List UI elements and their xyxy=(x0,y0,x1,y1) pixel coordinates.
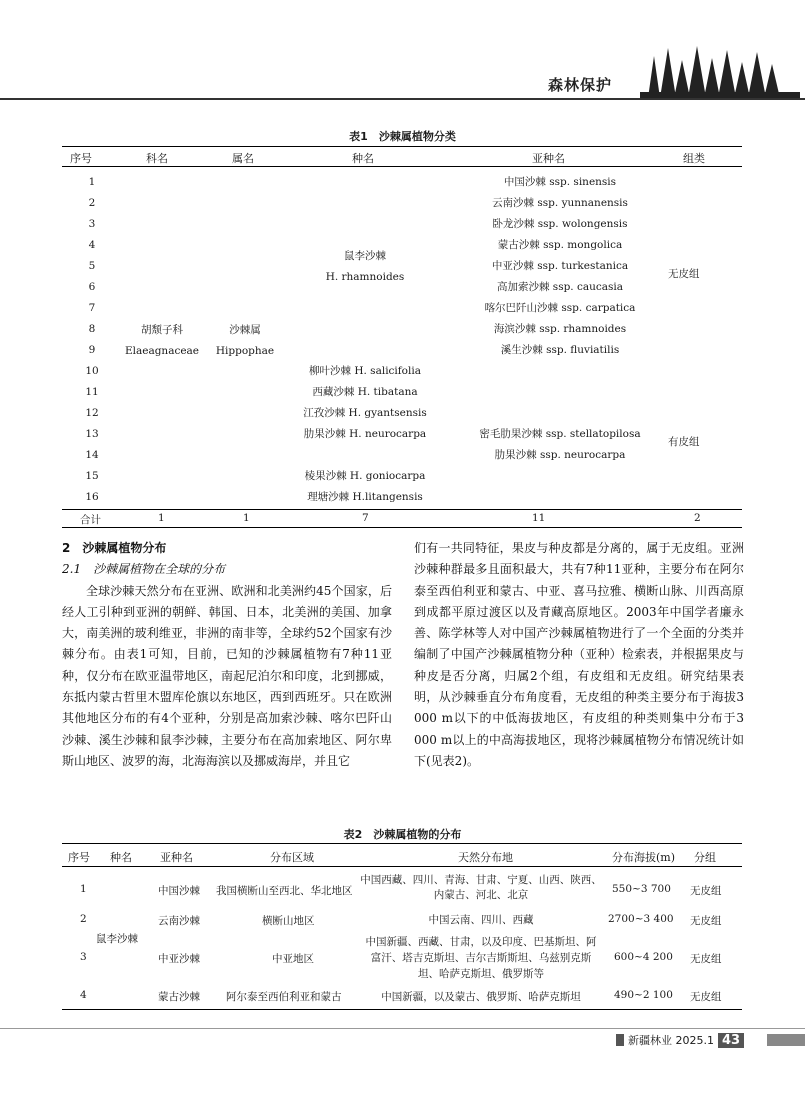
t1-total-species: 7 xyxy=(362,512,369,524)
t2-altitude: 2700~3 400 xyxy=(608,913,674,925)
t2-region: 我国横断山至西北、华北地区 xyxy=(216,885,353,897)
t2-no: 2 xyxy=(80,913,87,925)
t2-h-no: 序号 xyxy=(68,851,90,864)
tree-silhouette-logo xyxy=(640,42,800,102)
t1-group-nopeel: 无皮组 xyxy=(668,268,700,280)
t1-no: 1 xyxy=(88,176,96,188)
t2-group: 无皮组 xyxy=(690,953,722,965)
t2-subspecies: 云南沙棘 xyxy=(158,915,200,927)
t1-no: 2 xyxy=(88,197,96,209)
t1-species: 理塘沙棘 H.litangensis xyxy=(307,491,423,503)
t1-species: 肋果沙棘 H. neurocarpa xyxy=(303,428,427,440)
t1-species-col xyxy=(280,361,450,508)
t2-h-group: 分组 xyxy=(694,851,716,864)
t1-total-group: 2 xyxy=(694,512,701,524)
t2-natural-line: 中国新疆，以及蒙古、俄罗斯、哈萨克斯坦 xyxy=(381,991,581,1003)
t1-subspecies: 海滨沙棘 ssp. rhamnoides xyxy=(493,323,627,335)
text-column-left xyxy=(62,538,392,772)
t2-no: 4 xyxy=(80,989,87,1001)
t1-species: 西藏沙棘 H. tibatana xyxy=(312,386,418,398)
t1-genus-cn: 沙棘属 xyxy=(229,324,261,336)
table2-caption: 表2 沙棘属植物的分布 xyxy=(343,828,462,841)
journal-info: 新疆林业 2025.1 xyxy=(628,1034,714,1047)
t1-h-genus: 属名 xyxy=(232,152,254,165)
paragraph: 们有一共同特征，果皮与种皮都是分离的，属于无皮组。亚洲沙棘种群最多且面积最大，共有7种11亚种，主要分布在阿尔泰至西伯利亚和蒙古、中亚、喜马拉雅、横断山脉、川西高原到成都平原过渡区以及青藏高原地区。2003年中国学者廉永善、陈学林等人对中国产沙棘属植物进行了一个全面的分类并编制了中国产沙棘属植物分种（亚种）检索表，并根据果皮与种皮是否分离，归属2个组，有皮组和无皮组。研究结果表明，从沙棘垂直分布角度看，无皮组的种类主要分布于海拔3 000 m以下的中低海拔地区，有皮组的种类则集中分布于3 000 m以上的中高海拔地区，现将沙棘属植物分布情况统计如下(见表2)。 xyxy=(414,541,744,768)
t1-no: 16 xyxy=(85,491,99,503)
t1-family-cn: 胡颓子科 xyxy=(141,324,183,336)
t2-h-region: 分布区域 xyxy=(270,851,314,864)
t1-subspecies: 云南沙棘 ssp. yunnanensis xyxy=(492,197,628,209)
t1-no: 15 xyxy=(85,470,99,482)
t1-total-genus: 1 xyxy=(243,512,250,524)
t1-genus-latin: Hippophae xyxy=(215,345,275,357)
table1-total-rule xyxy=(62,509,742,510)
t2-altitude: 550~3 700 xyxy=(612,883,671,895)
t1-subspecies: 卧龙沙棘 ssp. wolongensis xyxy=(492,218,628,230)
t2-h-species: 种名 xyxy=(110,851,132,864)
t2-altitude: 600~4 200 xyxy=(614,951,673,963)
t2-natural-line: 富汗、塔吉克斯坦、吉尔吉斯斯坦、乌兹别克斯 xyxy=(370,952,592,964)
t2-h-natural: 天然分布地 xyxy=(458,851,513,864)
t2-group: 无皮组 xyxy=(690,885,722,897)
section-title: 森林保护 xyxy=(548,76,613,94)
t2-region: 阿尔泰至西伯利亚和蒙古 xyxy=(226,991,342,1003)
t1-subspecies: 密毛肋果沙棘 ssp. stellatopilosa xyxy=(479,428,641,440)
t1-subspecies: 中亚沙棘 ssp. turkestanica xyxy=(491,260,629,272)
t1-no: 7 xyxy=(88,302,96,314)
t2-natural xyxy=(356,989,606,1004)
t2-natural-line: 坦、哈萨克斯坦、俄罗斯等 xyxy=(418,968,544,980)
t1-no: 14 xyxy=(85,449,99,461)
t1-no: 3 xyxy=(88,218,96,230)
t2-natural xyxy=(356,873,606,903)
t1-species xyxy=(280,445,450,466)
t1-family xyxy=(122,320,202,362)
table1-number-col xyxy=(62,172,122,508)
t2-natural xyxy=(356,934,606,982)
t2-no: 1 xyxy=(80,883,87,895)
table2-head-rule xyxy=(62,866,742,867)
t1-group-peel: 有皮组 xyxy=(668,436,700,448)
footer-rule xyxy=(0,1028,805,1029)
t2-subspecies: 蒙古沙棘 xyxy=(158,991,200,1003)
footer-square-icon xyxy=(616,1034,624,1046)
t1-h-species: 种名 xyxy=(352,152,374,165)
t1-subspecies: 蒙古沙棘 ssp. mongolica xyxy=(497,239,623,251)
t2-natural-line: 中国新疆、西藏、甘肃，以及印度、巴基斯坦、阿 xyxy=(365,936,597,948)
t1-subspecies-neuro xyxy=(460,424,660,466)
t1-species-cn: 鼠李沙棘 xyxy=(344,250,386,262)
t2-natural-line: 内蒙古、河北、北京 xyxy=(433,889,529,901)
table1-head-rule xyxy=(62,166,742,167)
t2-subspecies: 中国沙棘 xyxy=(158,885,200,897)
t2-natural-line: 中国西藏、四川、青海、甘肃、宁夏、山西、陕西、 xyxy=(360,874,602,886)
paragraph: 全球沙棘天然分布在亚洲、欧洲和北美洲约45个国家，后经人工引种到亚洲的朝鲜、韩国、日本，北美洲的美国、加拿大，南美洲的玻利维亚，非洲的南非等，全球约52个国家有沙棘分布。由表1可知，目前，已知的沙棘属植物有7种11亚种，仅分布在欧亚温带地区，南起尼泊尔和印度，北到挪威，东抵内蒙古哲里木盟库伦旗以东地区，西到西班牙。只在欧洲其他地区分布的有4个亚种，分别是高加索沙棘、喀尔巴阡山沙棘、溪生沙棘和鼠李沙棘，主要分布在高加索地区、阿尔卑斯山地区、波罗的海，北海海滨以及挪威海岸，并且它 xyxy=(62,583,392,768)
t1-no: 13 xyxy=(85,428,99,440)
t1-no: 5 xyxy=(88,260,96,272)
t2-h-subspecies: 亚种名 xyxy=(160,851,193,864)
t1-genus xyxy=(205,320,285,362)
t1-subspecies: 溪生沙棘 ssp. fluviatilis xyxy=(500,344,620,356)
section-heading: 2 沙棘属植物分布 xyxy=(62,541,167,555)
t1-species-latin: H. rhamnoides xyxy=(325,271,405,283)
t2-no: 3 xyxy=(80,951,87,963)
t2-region: 横断山地区 xyxy=(262,915,315,927)
t1-species: 柳叶沙棘 H. salicifolia xyxy=(309,365,421,377)
text-column-right xyxy=(414,538,744,772)
page-number: 43 xyxy=(718,1033,744,1048)
t1-total-label: 合计 xyxy=(80,514,101,526)
t1-subspecies: 肋果沙棘 ssp. neurocarpa xyxy=(494,449,626,461)
t1-no: 11 xyxy=(85,386,99,398)
subsection-heading: 2.1 沙棘属植物在全球的分布 xyxy=(62,562,226,577)
table1-bottom-rule xyxy=(62,527,742,528)
table1-top-rule xyxy=(62,146,742,147)
header-rule xyxy=(0,98,805,100)
t1-total-subspecies: 11 xyxy=(532,512,546,524)
t1-species: 棱果沙棘 H. goniocarpa xyxy=(304,470,426,482)
t1-family-latin: Elaeagnaceae xyxy=(124,345,200,357)
footer xyxy=(616,1030,744,1050)
t1-subspecies: 喀尔巴阡山沙棘 ssp. carpatica xyxy=(484,302,636,314)
t1-h-family: 科名 xyxy=(146,152,168,165)
t1-no: 6 xyxy=(88,281,96,293)
t1-subspecies: 中国沙棘 ssp. sinensis xyxy=(503,176,617,188)
t1-species: 江孜沙棘 H. gyantsensis xyxy=(303,407,427,419)
t1-no: 10 xyxy=(85,365,99,377)
t2-altitude: 490~2 100 xyxy=(614,989,673,1001)
t2-subspecies: 中亚沙棘 xyxy=(158,953,200,965)
t1-subspecies: 高加索沙棘 ssp. caucasia xyxy=(496,281,624,293)
t2-natural xyxy=(356,913,606,928)
footer-bar xyxy=(767,1034,805,1046)
t1-no: 12 xyxy=(85,407,99,419)
table1-caption: 表1 沙棘属植物分类 xyxy=(349,130,456,143)
t2-region: 中亚地区 xyxy=(272,953,314,965)
t1-h-no: 序号 xyxy=(70,152,92,165)
t2-species: 鼠李沙棘 xyxy=(96,933,138,945)
t1-subspecies-col xyxy=(460,172,660,361)
table2-bottom-rule xyxy=(62,1009,742,1010)
t1-h-subspecies: 亚种名 xyxy=(532,152,565,165)
t2-group: 无皮组 xyxy=(690,915,722,927)
t2-natural-line: 中国云南、四川、西藏 xyxy=(428,914,534,926)
t1-no: 8 xyxy=(88,323,96,335)
t2-h-altitude: 分布海拔(m) xyxy=(612,851,676,864)
t1-h-group: 组类 xyxy=(683,152,705,165)
t1-no: 9 xyxy=(88,344,96,356)
t1-no: 4 xyxy=(88,239,96,251)
t1-total-family: 1 xyxy=(158,512,165,524)
t1-species-rhamnoides xyxy=(290,246,440,288)
t2-group: 无皮组 xyxy=(690,991,722,1003)
table2-top-rule xyxy=(62,843,742,844)
